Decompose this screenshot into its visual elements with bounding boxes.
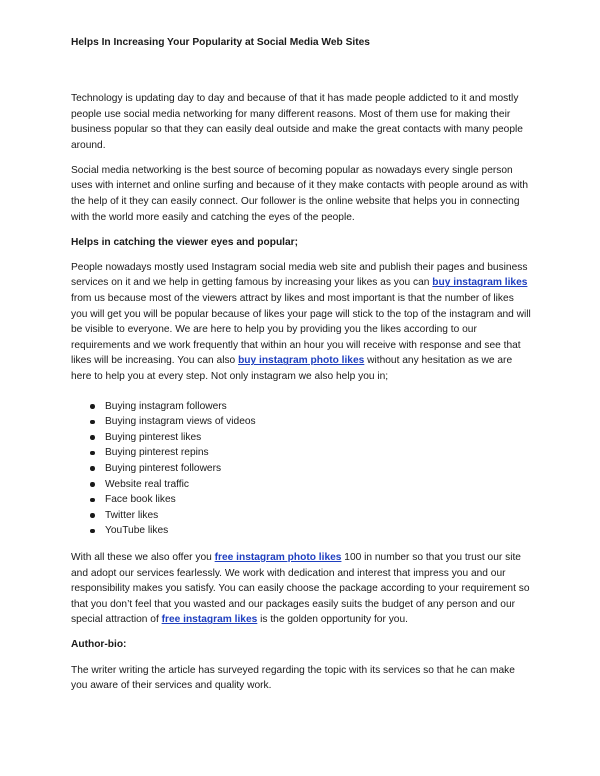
section1-text-a: People nowadays mostly used Instagram social media web site and publish their pages and business services on it and we help in getting famous by increasing your likes as you can [71, 261, 528, 289]
section2-text-c: is the golden opportunity for you. [257, 614, 408, 626]
list-item-label: Buying pinterest followers [105, 462, 222, 474]
list-item-label: Buying pinterest repins [105, 447, 209, 459]
list-item [71, 445, 531, 461]
list-item [71, 461, 531, 477]
author-bio-text: The writer writing the article has surveyed regarding the topic with its services so that he can make you aware of their services and quality work. [71, 664, 515, 692]
list-item [71, 523, 531, 539]
author-bio-heading: Author-bio: [71, 639, 127, 651]
section1-text-c: without any hesitation as we are here to help you at every step. Not only instagram we also help you in; [71, 355, 513, 382]
list-item [71, 492, 531, 508]
list-item-label: Buying pinterest likes [105, 431, 202, 443]
section2-text-b: 100 in number so that you trust our site and adopt our services fearlessly. We work with dedication and interest that impress you and our responsibility makes you satisfy. You can easily choose the package according to your requirement so that you don’t feel that you wasted and our packages easily suits the budget of any person and our special attraction of [71, 551, 530, 626]
free-instagram-likes-link[interactable]: free instagram likes [161, 614, 258, 626]
list-item [71, 414, 531, 430]
free-instagram-photo-likes-link[interactable]: free instagram photo likes [214, 551, 342, 563]
list-item-label: Buying instagram views of videos [105, 416, 256, 428]
list-item-label: Buying instagram followers [105, 400, 227, 412]
section2-paragraph [71, 550, 531, 628]
bullet-icon [90, 498, 95, 503]
services-list [71, 399, 531, 539]
bullet-icon [90, 420, 95, 425]
section1-text-b: from us because most of the viewers attract by likes and most important is that the number of likes you will get you will be popular because of likes your page will stick to the top of the instagram and will be visible to everyone. We are here to help you by providing you the likes according to our requirements and we work frequently that within an hour you will receive with response and see that likes will be increasing. You can also [71, 293, 531, 367]
bullet-icon [90, 435, 95, 440]
bullet-icon [90, 513, 95, 518]
section1-paragraph [71, 260, 531, 385]
intro-paragraph-2: Social media networking is the best source of becoming popular as nowadays every single person uses with internet and online surfing and because of it they make contacts with people around as with the help of it they can easily connect. Our follower is the online website that helps you in connecting with the world more easily and catching the eyes of the people. [71, 164, 529, 223]
buy-instagram-photo-likes-link[interactable]: buy instagram photo likes [238, 355, 365, 367]
document-title: Helps In Increasing Your Popularity at Social Media Web Sites [71, 37, 370, 48]
buy-instagram-likes-link[interactable]: buy instagram likes [432, 277, 528, 289]
bullet-icon [90, 451, 95, 456]
section-heading-catching-eyes: Helps in catching the viewer eyes and popular; [71, 236, 299, 248]
list-item-label: Twitter likes [105, 509, 159, 521]
list-item [71, 477, 531, 493]
list-item-label: YouTube likes [105, 525, 169, 537]
list-item [71, 399, 531, 415]
section2-text-a: With all these we also offer you [71, 551, 215, 563]
list-item-label: Face book likes [105, 494, 176, 506]
bullet-icon [90, 482, 95, 487]
bullet-icon [90, 404, 95, 409]
list-item-label: Website real traffic [105, 478, 189, 490]
bullet-icon [90, 466, 95, 471]
document-page [71, 36, 531, 703]
list-item [71, 430, 531, 446]
intro-paragraph-1: Technology is updating day to day and because of that it has made people addicted to it and mostly people use social media networking for many different reasons. Most of them use for making their business popular so that they can easily deal outside and make the great contacts with many people around. [71, 93, 523, 151]
bullet-icon [90, 529, 95, 534]
list-item [71, 508, 531, 524]
